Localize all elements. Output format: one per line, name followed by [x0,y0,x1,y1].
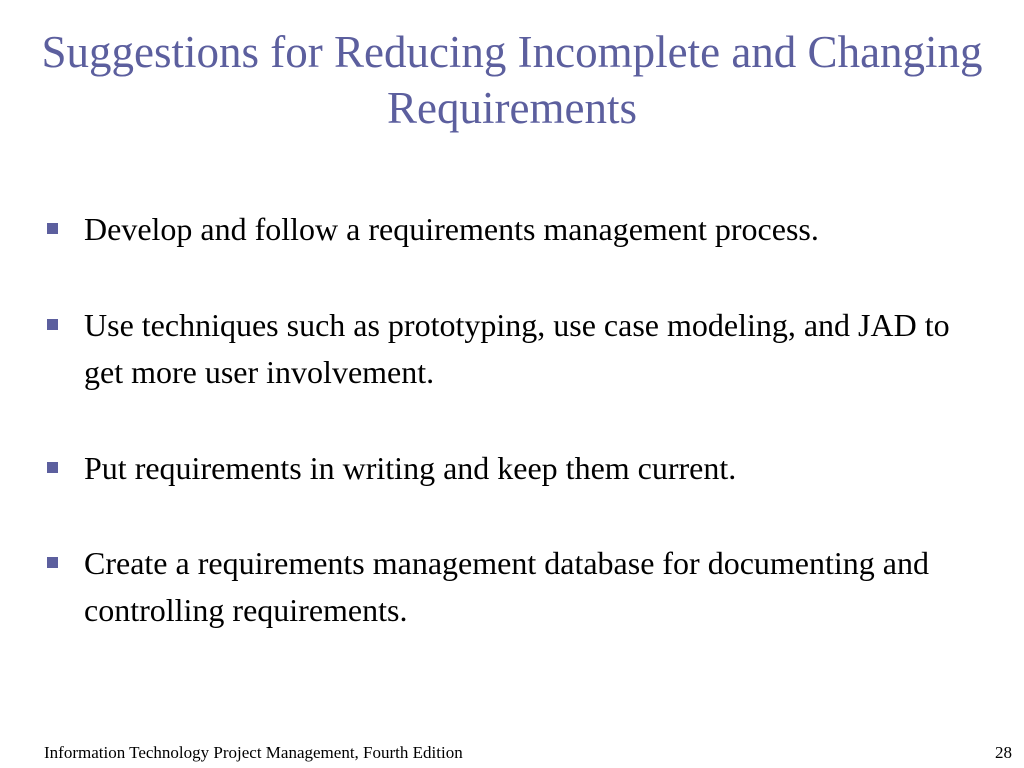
bullet-item-4 [44,540,994,634]
bullet-text: Put requirements in writing and keep them current. [84,450,737,486]
slide-title: Suggestions for Reducing Incomplete and Changing Requirements [41,27,983,133]
square-bullet-icon [47,462,58,473]
bullet-text: Use techniques such as prototyping, use case modeling, and JAD to get more user involvement. [84,307,950,390]
bullet-item-2 [44,302,994,396]
bullet-item-1 [44,206,994,253]
page-number: 28 [995,743,1012,762]
footer-text: Information Technology Project Management, Fourth Edition [44,743,463,762]
square-bullet-icon [47,557,58,568]
bullet-list [44,206,994,683]
bullet-text: Develop and follow a requirements management process. [84,211,819,247]
square-bullet-icon [47,223,58,234]
bullet-text: Create a requirements management database for documenting and controlling requirements. [84,545,929,628]
square-bullet-icon [47,319,58,330]
bullet-item-3 [44,445,994,492]
